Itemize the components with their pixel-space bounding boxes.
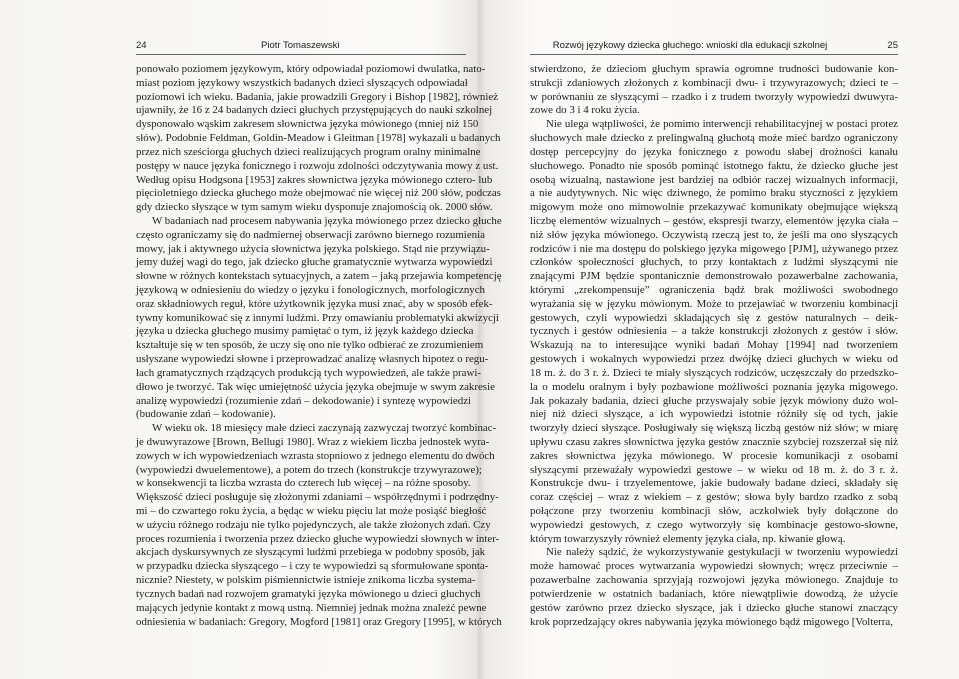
- text-line: łach gramatycznych rządzących produkcją tych wypowiedzeń, ale także prawi-: [136, 366, 481, 379]
- text-line: Większość dzieci posługuje się złożonymi zdaniami – współrzędnymi i podrzędny-: [136, 491, 499, 504]
- text-line: którym towarzyszyły również elementy języka ciała, np. kiwanie głową.: [530, 532, 846, 545]
- running-head-right: [530, 40, 898, 55]
- text-line: tywny komunikować się z innymi ludźmi. Przy omawianiu problematyki akwizycji: [136, 311, 499, 324]
- text-line: akcjach dyskursywnych ze słyszącymi ludźmi przebiega w podobny sposób, jak: [136, 546, 486, 559]
- text-line: migowym może ono mimowolnie przekazywać komunikaty obejmujące większą: [530, 201, 898, 214]
- text-line: dłowo je tworzyć. Tak więc umiejętność użycia języka obejmuje w swym zakresie: [136, 380, 495, 393]
- text-line: tycznych badań nad rozwojem gramatyki języka mówionego u dzieci głuchych: [136, 587, 481, 600]
- text-line: gdy dziecko słyszące w tym samym wieku dysponuje znajomością ok. 2000 słów.: [136, 201, 493, 214]
- text-line: Według opisu Hodgsona [1953] zakres słownictwa języka mówionego cztero- lub: [136, 173, 493, 186]
- text-line: nicznie? Niestety, w polskim piśmiennictwie istnieje znikoma liczba systema-: [136, 574, 476, 587]
- text-line: niej niż dzieci słyszące, a ich wypowiedzi istotnie różniły się od tych, jakie: [530, 408, 898, 421]
- text-line: pięcioletniego dziecka głuchego może obejmować nie więcej niż 200 słów, podczas: [136, 187, 501, 200]
- text-line: miast poziom językowy wszystkich badanych dzieci słyszących odpowiadał: [136, 76, 468, 89]
- text-line: przez nich sześciorga głuchych dzieci realizujących program oralny minimalne: [136, 145, 481, 158]
- text-line: niż słów języka mówionego. Oczywistą rzeczą jest to, że jeśli ma ono słyszących: [530, 228, 898, 241]
- right-body-text: [530, 63, 898, 629]
- text-line: potwierdzenie w ostatnich badaniach, które niewątpliwie dowodzą, że użycie: [530, 587, 898, 600]
- text-line: odniesienia w badaniach: Gregory, Mogford [1981] oraz Gregory [1995], w których: [136, 615, 502, 628]
- text-line: tworzyły dzieci słyszące. Posługiwały się większą liczbą gestów niż słów; w miarę: [530, 422, 898, 435]
- text-line: Wskazują na to interesujące wyniki badań Mohay [1994] nad tworzeniem: [530, 339, 898, 352]
- text-line: wyrażania się w języku mówionym. Może to przejawiać w tworzeniu kombinacji: [530, 297, 898, 310]
- text-line: w użyciu różnego rodzaju nie tylko pojedynczych, ale także złożonych zdań. Czy: [136, 518, 491, 531]
- text-line: mi – do czwartego roku życia, a będąc w wieku pięciu lat może posiąść biegłość: [136, 505, 487, 517]
- text-line: W wieku ok. 18 miesięcy małe dzieci zaczynają zazwyczaj tworzyć kombinac-: [152, 422, 497, 435]
- text-line: a nie audytywnych. Nic więc dziwnego, że pomimo braku styczności z językiem: [530, 187, 898, 200]
- text-line: może hamować proces wytwarzania wypowiedzi słownych; wręcz przeciwnie –: [530, 560, 898, 573]
- text-line: którymi „zrekompensuje” ograniczenia bądź brak możliwości swobodnego: [530, 284, 898, 296]
- text-line: w przypadku dziecka słyszącego – i czy te wypowiedzi są sformułowane sponta-: [136, 560, 489, 573]
- text-line: oraz składniowych reguł, które użytkownik języka musi znać, aby w sposób efek-: [136, 297, 493, 310]
- text-line: rodziców i nie ma dostępu do polskiego języka migowego [PJM], używanego przez: [530, 242, 898, 255]
- text-line: je dwuwyrazowe [Brown, Bellugi 1980]. Wraz z wiekiem liczba jednostek wyra-: [136, 435, 490, 448]
- text-line: tycznych i gestów odniesienia – a także konstrukcji złożonych z gestów i słów.: [530, 325, 898, 338]
- text-line: gestów zarówno przez dziecko słyszące, jak i dziecko głuche stanowi znaczący: [530, 601, 898, 614]
- text-line: W badaniach nad procesem nabywania języka mówionego przez dziecko głuche: [152, 214, 502, 227]
- text-line: połączone przy tworzeniu kombinacji słów, aczkolwiek były dołączone do: [530, 505, 898, 517]
- text-line: upływu czasu zakres słownictwa języka gestów znacznie szybciej rozszerzał się niż: [530, 435, 898, 448]
- text-line: zowych w ich wypowiedzeniach wzrasta stopniowo z jednego elementu do dwóch: [136, 449, 495, 462]
- text-line: Jak pokazały badania, dzieci głuche przyswajały sobie język mówiony dużo wol-: [530, 394, 898, 407]
- text-line: w porównaniu ze słyszącymi – rzadko i z trudem tworzyły wypowiedzi dwuwyra-: [530, 90, 898, 103]
- text-line: dostęp percepcyjny do języka fonicznego z powodu słabej drożności kanału: [530, 145, 898, 158]
- text-line: osobą wizualną, nastawione jest bardziej na odbiór raczej wizualnych informacji,: [530, 173, 898, 186]
- text-line: (budowanie zdań – kodowanie).: [136, 408, 276, 421]
- text-line: gestowych, czyli wypowiedzi składających się z gestów naturalnych – deik-: [530, 311, 898, 324]
- text-line: ujawniły, że 16 z 24 badanych dzieci głuchych przystępujących do nauki szkolnej: [136, 104, 493, 117]
- text-line: analizę wypowiedzi (rozumienie zdań – dekodowanie) i syntezę wypowiedzi: [136, 394, 472, 407]
- text-line: proces rozumienia i tworzenia przez dziecko głuche wypowiedzi słownych w inter-: [136, 532, 500, 545]
- text-line: zowe do 3 i 4 roku życia.: [530, 104, 640, 117]
- text-line: w konsekwencji ta liczba wzrasta do czterech lub więcej – na różne sposoby.: [136, 477, 471, 490]
- text-line: członków społeczności głuchych, to przy kontaktach z ludźmi słyszącymi nie: [530, 256, 898, 269]
- text-line: słyszącymi przeważały wypowiedzi gestowe – w wieku od 18 m. ż. do 3 r. ż.: [530, 463, 898, 476]
- text-line: słuchowego. Ponadto nie sposób pominąć istotnego faktu, że dziecko głuche jest: [530, 159, 898, 172]
- text-line: mających jedynie kontakt z mową ustną. Niemniej jednak można znaleźć pewne: [136, 601, 487, 614]
- text-line: ponowało poziomem językowym, który odpowiadał poziomowi dwulatka, nato-: [136, 63, 486, 75]
- text-line: zakres słownictwa języka mówionego. W procesie komunikacji z osobami: [530, 449, 898, 462]
- text-line: 18 m. ż. do 3 r. ż. Dzieci te miały słyszących rodziców, uczęszczały do przedszko-: [530, 366, 898, 379]
- text-line: usłyszane wypowiedzi słowne i przeprowadzać analizę własnych hipotez o regu-: [136, 353, 489, 366]
- text-line: często ograniczamy się do nadmiernej obserwacji zarówno biernego rozumienia: [136, 228, 485, 241]
- running-head-left: [136, 40, 466, 55]
- text-line: poziomowi ich wieku. Badania, jakie prowadzili Gregory i Bishop [1982], również: [136, 90, 499, 103]
- text-line: słowne w różnych kontekstach sytuacyjnych, a zatem – jaką przejawia kompetencję: [136, 270, 502, 283]
- left-body-text: [136, 63, 502, 629]
- text-line: stwierdzono, że dzieciom głuchym sprawia ogromne trudności budowanie kon-: [530, 63, 898, 75]
- text-line: kształtuje się w ten sposób, że uczy się ono nie tylko odbierać ze zrozumieniem: [136, 339, 484, 352]
- text-line: la o modelu oralnym i były pozbawione możliwości poznania języka migowego.: [530, 380, 898, 393]
- text-line: coraz częściej – wraz z wiekiem – z gestów; słowa były bardzo rzadko z sobą: [530, 491, 898, 504]
- text-line: jemy dużej wagi do tego, jak dziecko głuche gramatycznie wytwarza wypowiedzi: [136, 256, 493, 269]
- running-head-title-left: Piotr Tomaszewski: [261, 40, 340, 51]
- text-line: Nie należy sądzić, że wykorzystywanie gestykulacji w tworzeniu wypowiedzi: [546, 546, 898, 559]
- text-line: (wypowiedzi dwuelementowe), a potem do trzech (konstrukcje trzywyrazowe);: [136, 463, 482, 476]
- text-line: postępy w nauce języka fonicznego i rozwoju zdolności odczytywania mowy z ust.: [136, 159, 499, 172]
- text-line: językową w odniesieniu do wiedzy o języku i fonologicznych, morfologicznych: [136, 284, 486, 296]
- text-line: Nie ulega wątpliwości, że pomimo interwencji rehabilitacyjnej w postaci protez: [546, 118, 898, 131]
- running-head-title-right: Rozwój językowy dziecka głuchego: wnioski dla edukacji szkolnej: [552, 40, 828, 51]
- page-number-right: 25: [887, 40, 898, 51]
- text-line: znającymi PJM będzie spontanicznie demonstrowało pozawerbalne zachowania,: [530, 270, 898, 283]
- text-line: mowy, jak i aktywnego użycia słownictwa języka polskiego. Stąd nie przywiązu-: [136, 242, 490, 255]
- text-line: słuchowych małe dziecko z prelingwalną głuchotą może mieć bardzo ograniczony: [530, 132, 898, 145]
- text-line: dysponowało wąskim zakresem słownictwa języka mówionego (mniej niż 150: [136, 118, 479, 131]
- text-line: pozawerbalne zachowania sprzyjają rozwojowi języka mówionego. Znajduje to: [530, 574, 898, 587]
- page-number-left: 24: [136, 40, 147, 51]
- text-line: języka u dziecka głuchego musimy pamiętać o tym, iż język każdego dziecka: [136, 325, 474, 338]
- text-line: wypowiedzi gestowych, z czego wytworzyły się kombinacje gestowo-słowne,: [530, 518, 898, 531]
- text-line: słów). Podobnie Feldman, Goldin-Meadow i Gleitman [1978] wykazali u badanych: [136, 132, 501, 145]
- right-page: [480, 0, 959, 679]
- text-line: krok poprzedzający okres nabywania języka mówionego bądź migowego [Volterra,: [530, 615, 893, 628]
- text-line: gestowych i wokalnych wypowiedzi przez dwójkę dzieci głuchych w wieku od: [530, 353, 898, 366]
- text-line: liczbę elementów wizualnych – gestów, ekspresji twarzy, elementów języka ciała –: [530, 214, 898, 227]
- text-line: Konstrukcje dwu- i trzyelementowe, jakie budowały badane dzieci, składały się: [530, 477, 898, 490]
- text-line: strukcji zdaniowych złożonych z kombinacji dwu- i trzywyrazowych; dzieci te –: [530, 76, 898, 89]
